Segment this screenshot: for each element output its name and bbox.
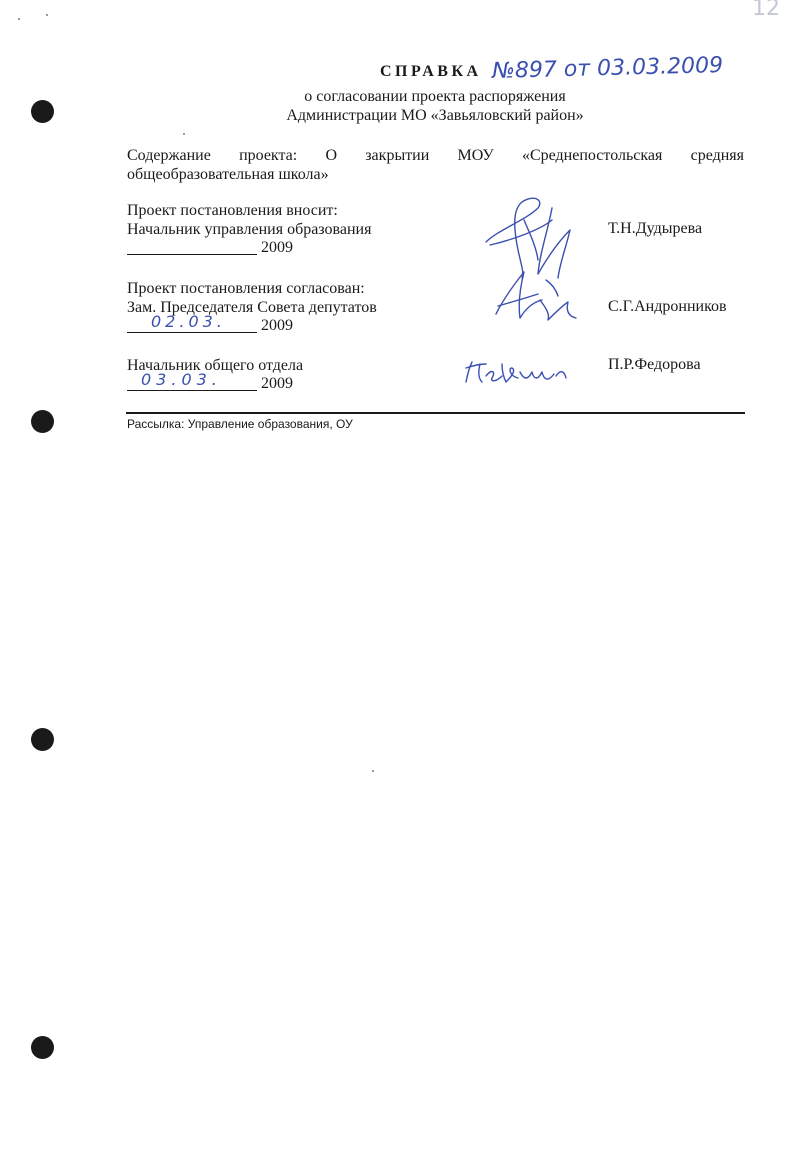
block3-label-1: Начальник общего отдела [127, 357, 304, 374]
block2-handwritten-date: 02.03. [151, 312, 226, 331]
block3-year: 2009 [261, 375, 293, 392]
document-title: СПРАВКА [380, 63, 482, 80]
block1-label-2: Начальник управления образования [127, 221, 372, 238]
block1-date-blank [127, 240, 257, 255]
signature-andronnikov [490, 268, 590, 328]
block3-name: П.Р.Федорова [608, 356, 701, 373]
project-content [127, 146, 744, 184]
content-line-2: общеобразовательная школа» [127, 166, 329, 183]
subtitle-line-1: о согласовании проекта распоряжения [304, 88, 566, 105]
block1-name: Т.Н.Дудырева [608, 220, 703, 237]
block1-label-1: Проект постановления вносит: [127, 202, 338, 219]
punch-hole [31, 1036, 54, 1059]
block2-year: 2009 [261, 317, 293, 334]
distribution-list: Рассылка: Управление образования, ОУ [127, 417, 353, 431]
corner-page-mark: 12 [752, 0, 780, 21]
block2-date-blank [127, 312, 257, 333]
scan-speck [18, 18, 20, 20]
block2-label-2: Зам. Председателя Совета депутатов [127, 299, 377, 316]
block2-name: С.Г.Андронников [608, 298, 727, 315]
punch-hole [31, 100, 54, 123]
handwritten-document-number: №897 от 03.03.2009 [491, 52, 724, 85]
punch-hole [31, 728, 54, 751]
separator-line [126, 412, 745, 414]
subtitle-line-2: Администрации МО «Завьяловский район» [286, 107, 584, 124]
scan-speck [372, 770, 374, 772]
block1-year: 2009 [261, 239, 293, 256]
block2-label-1: Проект постановления согласован: [127, 280, 365, 297]
block3-handwritten-date: 03.03. [141, 370, 222, 389]
scan-speck [183, 133, 185, 135]
signature-fedorova [462, 358, 572, 390]
block3-date-blank [127, 370, 257, 391]
punch-hole [31, 410, 54, 433]
content-line-1: Содержание проекта: О закрытии МОУ «Среднепостольская средняя [127, 147, 744, 164]
scan-speck [46, 14, 48, 16]
